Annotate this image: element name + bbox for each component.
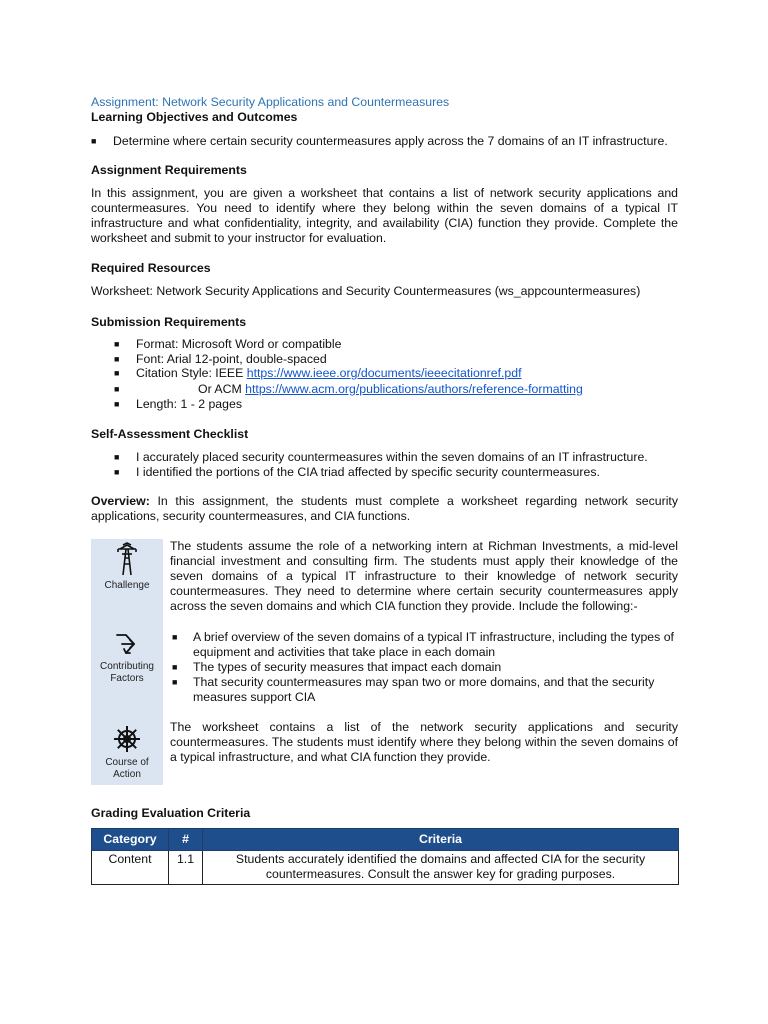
bullet-icon: ■ <box>172 662 178 672</box>
factor-item <box>172 630 678 660</box>
submission-font-text: Font: Arial 12-point, double-spaced <box>136 352 327 366</box>
header-criteria: Criteria <box>203 829 679 851</box>
bullet-icon: ■ <box>114 399 120 409</box>
acm-citation-link[interactable]: https://www.acm.org/publications/authors/reference-formatting <box>245 382 583 396</box>
required-resources-heading: Required Resources <box>91 261 211 275</box>
checklist-item <box>114 450 706 465</box>
cell-criteria: Students accurately identified the domains and affected CIA for the security countermeasures. Consult the answer key for grading purposes. <box>203 851 679 885</box>
factor-text: The types of security measures that impact each domain <box>193 660 502 674</box>
overview-paragraph <box>91 494 678 524</box>
overview-label: Overview: <box>91 494 150 508</box>
submission-item-font <box>114 352 706 367</box>
course-label-line2: Action <box>113 769 141 780</box>
checklist-text: I accurately placed security countermeasures within the seven domains of an IT infrastructure. <box>136 450 648 464</box>
factor-item <box>172 660 678 675</box>
bullet-icon: ■ <box>91 136 97 146</box>
submission-requirements-heading: Submission Requirements <box>91 315 247 329</box>
ieee-citation-link[interactable]: https://www.ieee.org/documents/ieeecitationref.pdf <box>246 366 522 380</box>
bullet-icon: ■ <box>114 384 120 394</box>
bullet-icon: ■ <box>114 354 120 364</box>
learning-objective-item <box>91 134 683 149</box>
scenario-sidebar <box>91 539 163 785</box>
bullet-icon: ■ <box>114 339 120 349</box>
submission-item-acm <box>114 382 706 397</box>
acm-prefix: Or ACM <box>198 382 246 396</box>
learning-objective-text: Determine where certain security countermeasures apply across the 7 domains of an IT infrastructure. <box>113 134 668 148</box>
cell-category: Content <box>92 851 169 885</box>
cell-number: 1.1 <box>169 851 203 885</box>
ship-wheel-icon <box>113 725 141 753</box>
factor-text: A brief overview of the seven domains of a typical IT infrastructure, including the types of equipment and activities that take place in each domain <box>193 630 674 659</box>
bullet-icon: ■ <box>114 467 120 477</box>
grading-heading: Grading Evaluation Criteria <box>91 806 251 820</box>
submission-item-citation <box>114 366 706 381</box>
header-category: Category <box>92 829 169 851</box>
course-of-action-text: The worksheet contains a list of the network security applications and security countermeasures. The students must identify where they belong within the seven domains of a typical infrastructure, and what CIA function they provide. <box>170 720 678 764</box>
header-number: # <box>169 829 203 851</box>
bullet-icon: ■ <box>172 632 178 642</box>
required-resources-text: Worksheet: Network Security Applications and Security Countermeasures (ws_appcountermeasures) <box>91 284 641 298</box>
checklist-text: I identified the portions of the CIA triad affected by specific security countermeasures. <box>136 465 600 479</box>
citation-prefix: Citation Style: IEEE <box>136 366 247 380</box>
submission-item-format <box>114 337 706 352</box>
assignment-requirements-heading: Assignment Requirements <box>91 163 247 177</box>
power-pylon-icon <box>114 542 140 576</box>
learning-objectives-heading: Learning Objectives and Outcomes <box>91 110 298 124</box>
contributing-label-line2: Factors <box>110 673 144 684</box>
self-assessment-heading: Self-Assessment Checklist <box>91 427 249 441</box>
course-of-action-block <box>91 725 163 781</box>
assignment-title: Assignment: Network Security Applications and Countermeasures <box>91 95 450 109</box>
assignment-requirements-text: In this assignment, you are given a worksheet that contains a list of network security applications and countermeasures. You need to identify where they belong within the seven domains of a typical IT infrastructure and what confidentiality, integrity, and availability (CIA) function they provide. Complete the worksheet and submit to your instructor for evaluation. <box>91 186 678 245</box>
bullet-icon: ■ <box>114 452 120 462</box>
contributing-factors-block <box>91 631 163 685</box>
bullet-icon: ■ <box>172 677 178 687</box>
bullet-icon: ■ <box>114 368 120 378</box>
grading-header-row <box>92 829 679 851</box>
factor-text: That security countermeasures may span two or more domains, and that the security measures support CIA <box>193 675 655 704</box>
contributing-label-line1: Contributing <box>100 661 154 672</box>
factor-item <box>172 675 678 705</box>
course-label-line1: Course of <box>105 757 149 768</box>
checklist-item <box>114 465 706 480</box>
submission-length-text: Length: 1 - 2 pages <box>136 397 242 411</box>
grading-table <box>91 828 679 885</box>
submission-format-text: Format: Microsoft Word or compatible <box>136 337 342 351</box>
table-row <box>92 851 679 885</box>
route-arrows-icon <box>114 631 140 657</box>
challenge-label: Challenge <box>104 580 150 591</box>
challenge-block <box>91 542 163 592</box>
challenge-text: The students assume the role of a networking intern at Richman Investments, a mid-level financial investment and consulting firm. The students must apply their knowledge of the seven domains of a typical IT infrastructure to their knowledge of network security countermeasures. They need to determine where certain security countermeasures apply across the seven domains and which CIA function they provide. Include the following:- <box>170 539 678 613</box>
submission-item-length <box>114 397 706 412</box>
overview-text: In this assignment, the students must complete a worksheet regarding network security applications, security countermeasures, and CIA functions. <box>91 494 678 523</box>
